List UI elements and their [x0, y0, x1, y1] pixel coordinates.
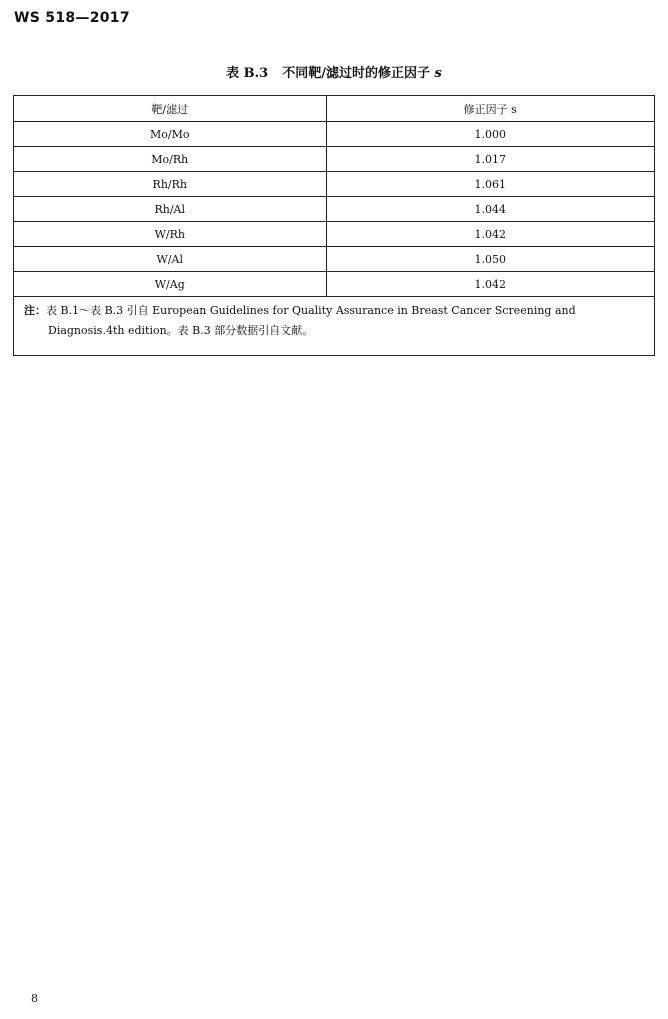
table-note: [14, 297, 655, 356]
table-title-symbol: s: [434, 66, 442, 81]
note-text: 表 B.1～表 B.3 引自 European Guidelines for Quality Assurance in Breast Cancer Screening and Diagnosis.4th edition。表 B.3 部分数据引自文献。: [46, 304, 576, 337]
standard-code: WS 518—2017: [14, 10, 130, 26]
page-number: 8: [31, 992, 38, 1005]
table-title-text: 不同靶/滤过时的修正因子: [282, 66, 430, 81]
cell-target-filter: Mo/Rh: [14, 147, 327, 172]
table-title-label: 表 B.3: [226, 66, 269, 81]
table-title: [0, 62, 668, 81]
table-row: [14, 247, 655, 272]
cell-target-filter: Mo/Mo: [14, 122, 327, 147]
column-header-target-filter: 靶/滤过: [14, 96, 327, 122]
cell-correction-factor: 1.017: [326, 147, 654, 172]
cell-target-filter: W/Ag: [14, 272, 327, 297]
table-row: [14, 147, 655, 172]
cell-correction-factor: 1.042: [326, 222, 654, 247]
correction-factor-table: [13, 95, 655, 356]
table-row: [14, 272, 655, 297]
cell-target-filter: Rh/Al: [14, 197, 327, 222]
table-row: [14, 122, 655, 147]
note-label: 注：: [24, 304, 46, 317]
cell-target-filter: W/Rh: [14, 222, 327, 247]
cell-correction-factor: 1.000: [326, 122, 654, 147]
table-row: [14, 197, 655, 222]
cell-target-filter: W/Al: [14, 247, 327, 272]
cell-correction-factor: 1.050: [326, 247, 654, 272]
table-note-row: [14, 297, 655, 356]
table-header-row: [14, 96, 655, 122]
table-row: [14, 172, 655, 197]
table-row: [14, 222, 655, 247]
cell-correction-factor: 1.042: [326, 272, 654, 297]
column-header-correction-factor: 修正因子 s: [326, 96, 654, 122]
cell-target-filter: Rh/Rh: [14, 172, 327, 197]
cell-correction-factor: 1.044: [326, 197, 654, 222]
cell-correction-factor: 1.061: [326, 172, 654, 197]
